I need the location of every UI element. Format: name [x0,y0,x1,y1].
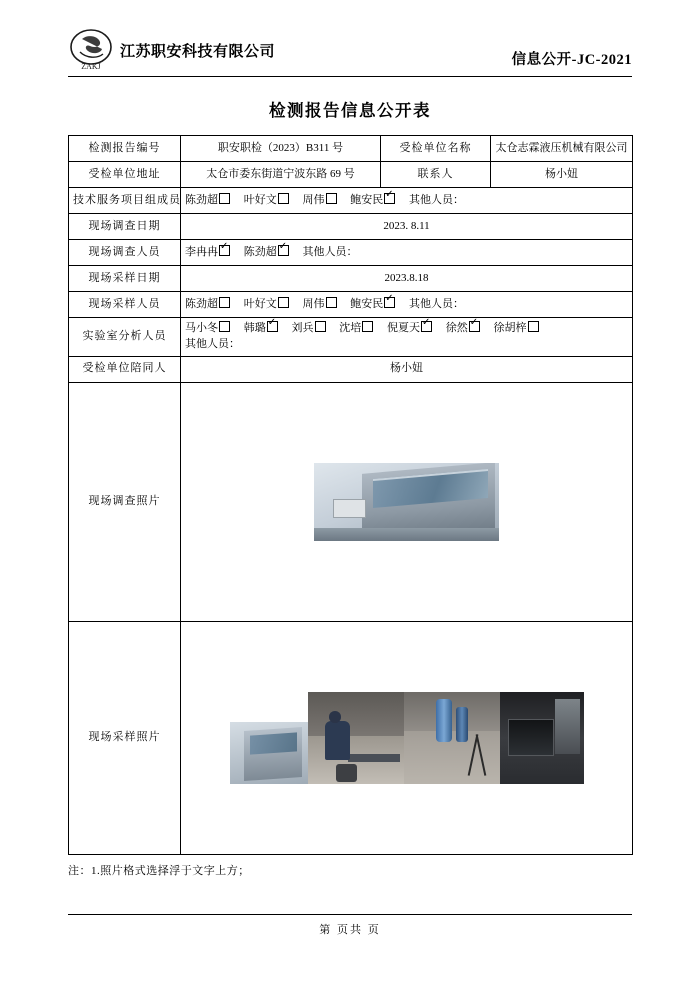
photo-ac-unit [333,499,366,518]
page-title: 检测报告信息公开表 [269,101,431,120]
photo-gas-cylinder [436,699,452,741]
table-row [69,136,633,162]
document-code: 信息公开-JC-2021 [511,52,632,68]
team-member [303,193,338,209]
lab-staff-others: 其他人员： [185,337,240,350]
sampling-photo-label: 现场采样照片 [69,621,181,854]
sampling-photo-equipment-image [404,692,500,784]
photo-bin [336,764,357,782]
photo-instrument-screen [508,719,554,756]
sampling-staff-label: 现场采样人员 [69,292,181,318]
checkbox-lab-5[interactable] [469,321,480,332]
sampling-staff-name: 周伟 [302,297,325,310]
checkbox-team-1[interactable] [278,193,289,204]
table-row [69,188,633,214]
table-row [69,162,633,188]
lab-staff-name: 刘兵 [291,322,314,334]
table-row [69,318,633,357]
team-label: 技术服务项目组成员 [69,188,181,214]
team-member [350,193,396,209]
table-row-sampling-photo [69,621,633,854]
lab-staff-member [446,321,481,337]
sampling-date-value: 2023.8.18 [181,266,633,292]
contact-value: 杨小妞 [491,162,633,188]
checkbox-lab-1[interactable] [267,321,278,332]
checkbox-lab-4[interactable] [421,321,432,332]
lab-staff-line-1 [185,321,628,337]
survey-date-value: 2023. 8.11 [181,214,633,240]
checkbox-sampling-0[interactable] [219,297,230,308]
checkbox-sampling-3[interactable] [384,297,395,308]
lab-staff-name: 倪夏天 [387,322,420,334]
client-name-label: 受检单位名称 [381,136,491,162]
team-member-name: 鲍安民 [350,193,384,206]
team-member-name: 陈劲超 [185,193,218,206]
checkbox-lab-6[interactable] [528,321,539,332]
lab-staff-member [292,321,327,337]
checkbox-team-0[interactable] [219,193,230,204]
sampling-staff-name: 鲍安民 [350,297,384,310]
sampling-staff-member [185,297,231,313]
client-name-value: 太仓志霖液压机械有限公司 [491,136,633,162]
header-left [68,28,275,72]
report-no-value: 职安职检（2023）B311 号 [181,136,381,162]
survey-staff-others: 其他人员： [302,245,358,258]
table-row [69,266,633,292]
sampling-staff-name: 叶好文 [243,297,277,310]
team-others-label: 其他人员： [409,193,464,206]
sampling-photo-instrument-image [500,692,584,784]
sampling-staff-name: 陈劲超 [185,297,218,310]
lab-staff-member [494,321,540,337]
svg-text:ZAKJ: ZAKJ [81,62,101,71]
checkbox-survey-0[interactable] [219,245,230,256]
photo-workbench [348,754,400,761]
sampling-photo-wrap [185,692,628,784]
checkbox-lab-3[interactable] [362,321,373,332]
info-table [68,135,633,855]
sampling-staff-cell [181,292,633,318]
sampling-staff-member [303,297,338,313]
lab-staff-name: 马小冬 [185,322,218,334]
survey-photo-building-image [314,463,499,541]
survey-staff-name: 陈劲超 [243,245,277,258]
team-member [185,193,231,209]
lab-staff-member [185,321,231,337]
company-name: 江苏职安科技有限公司 [120,43,276,60]
company-logo-icon [68,28,114,72]
sampling-date-label: 现场采样日期 [69,266,181,292]
sampling-photo-building-image [230,722,308,784]
lab-staff-member [339,321,374,337]
checkbox-team-2[interactable] [326,193,337,204]
team-member-name: 周伟 [302,193,325,206]
survey-date-label: 现场调查日期 [69,214,181,240]
survey-staff-label: 现场调查人员 [69,240,181,266]
lab-staff-member [387,321,433,337]
survey-photo-cell [181,382,633,621]
accompany-value: 杨小妞 [181,356,633,382]
lab-staff-name: 徐胡梓 [493,322,527,334]
team-members-cell [181,188,633,214]
survey-photo-wrap [185,463,628,541]
address-value: 太仓市委东街道宁波东路 69 号 [181,162,381,188]
checkbox-lab-0[interactable] [219,321,230,332]
lab-staff-label: 实验室分析人员 [69,318,181,357]
footnote: 注：1.照片格式选择浮于文字上方； [68,864,250,877]
checkbox-lab-2[interactable] [315,321,326,332]
sampling-photo-cell [181,621,633,854]
survey-staff-member [185,245,231,261]
table-row [69,356,633,382]
lab-staff-member [244,321,279,337]
checkbox-team-3[interactable] [384,193,395,204]
photo-worker [325,721,350,760]
sampling-photo-worker-image [308,692,404,784]
contact-label: 联系人 [381,162,491,188]
report-no-label: 检测报告编号 [69,136,181,162]
team-member [244,193,290,209]
table-row [69,240,633,266]
photo-wall [308,692,404,736]
address-label: 受检单位地址 [69,162,181,188]
document-content [68,28,632,878]
table-row [69,214,633,240]
document-header [68,28,632,77]
checkbox-sampling-2[interactable] [326,297,337,308]
lab-staff-name: 徐然 [445,322,468,334]
team-member-name: 叶好文 [243,193,277,206]
photo-ground [314,528,499,540]
survey-staff-cell [181,240,633,266]
sampling-staff-member [350,297,396,313]
page-footer: 第 页共 页 [68,914,632,937]
lab-staff-name: 沈培 [339,322,362,334]
table-row [69,292,633,318]
photo-glass-facade [250,733,297,755]
sampling-staff-member [244,297,290,313]
table-row-survey-photo [69,382,633,621]
checkbox-sampling-1[interactable] [278,297,289,308]
photo-tripod [463,734,492,776]
photo-light-area [555,699,580,754]
survey-photo-label: 现场调查照片 [69,382,181,621]
survey-staff-name: 李冉冉 [185,245,218,258]
checkbox-survey-1[interactable] [278,245,289,256]
lab-staff-name: 韩璐 [243,322,266,334]
sampling-staff-others: 其他人员： [409,297,464,310]
sampling-photo-group [230,692,584,784]
accompany-label: 受检单位陪同人 [69,356,181,382]
lab-staff-cell [181,318,633,357]
survey-staff-member [244,245,290,261]
